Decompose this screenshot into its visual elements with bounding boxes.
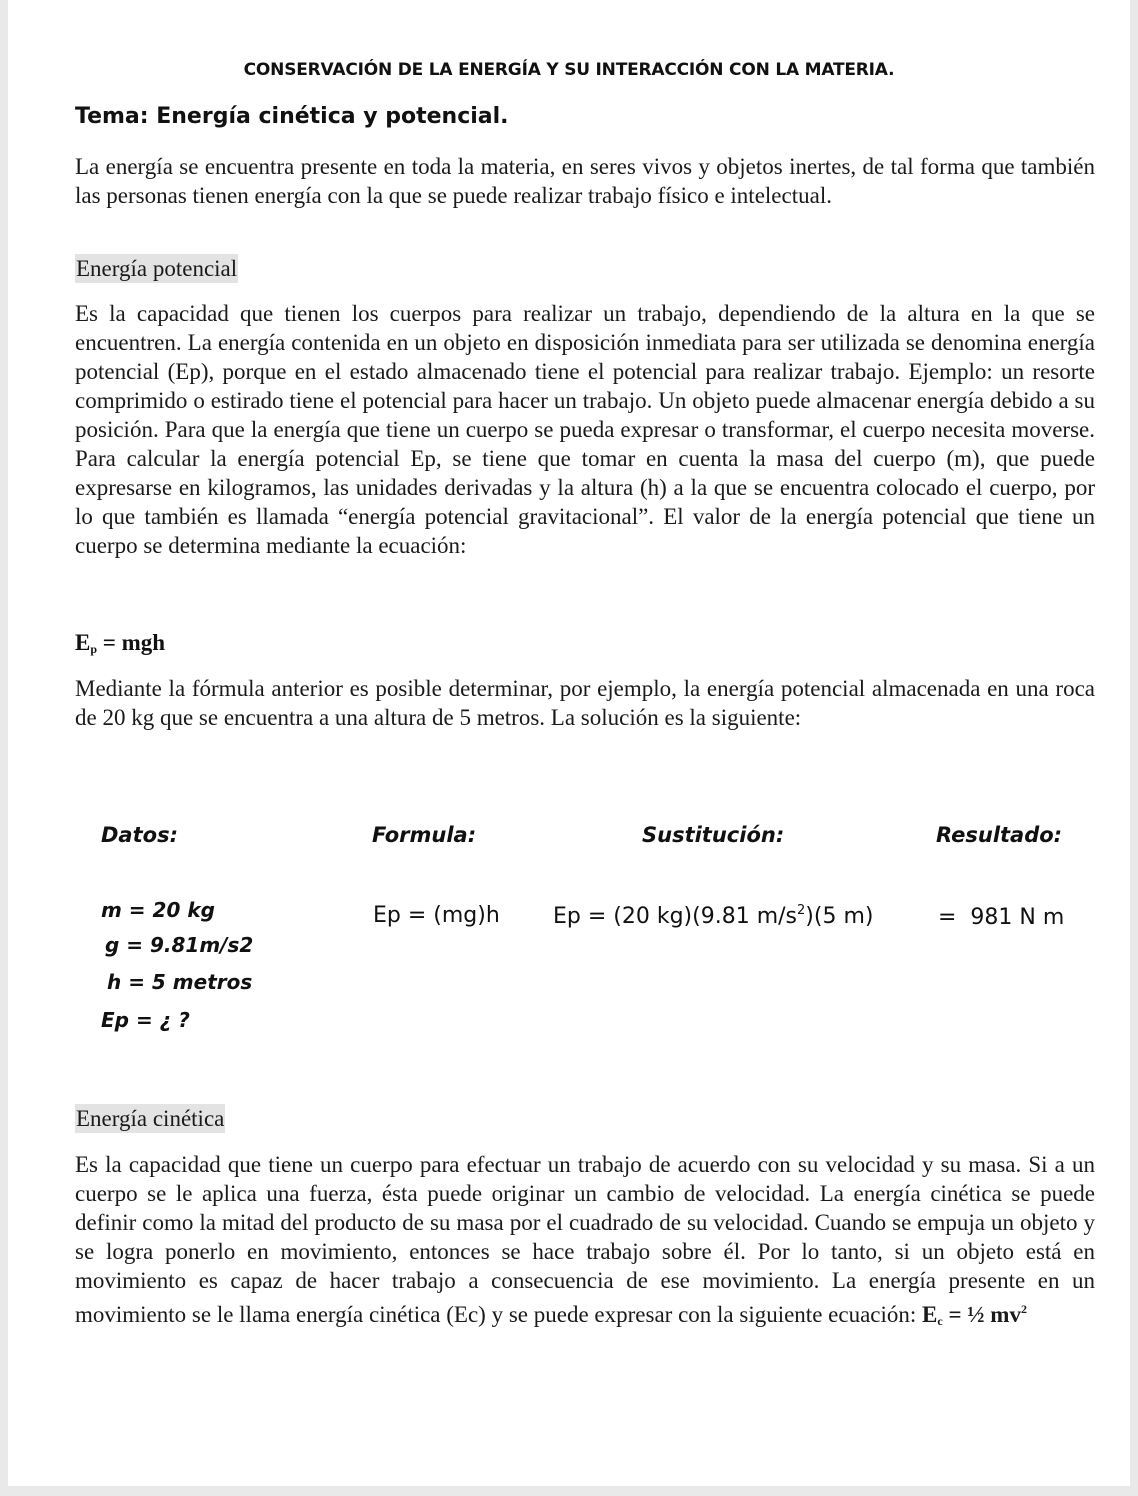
document-page	[8, 0, 1130, 1486]
eq-rhs: = mgh	[97, 630, 166, 655]
dato-item: m = 20 kg	[101, 898, 215, 922]
topic-heading: Tema: Energía cinética y potencial.	[75, 104, 509, 129]
formula-value: Ep = (mg)h	[373, 903, 500, 928]
formula-header: Formula:	[372, 823, 477, 847]
eq-symbol: E	[75, 630, 91, 655]
eq-exponent: 2	[1020, 1302, 1027, 1316]
document-title: CONSERVACIÓN DE LA ENERGÍA Y SU INTERACCIÓN CON LA MATERIA.	[243, 60, 895, 80]
eq-subscript: p	[90, 642, 98, 656]
potential-energy-equation	[75, 630, 165, 657]
dato-item: h = 5 metros	[107, 970, 253, 994]
substitution-exponent: 2	[797, 903, 806, 918]
intro-paragraph: La energía se encuentra presente en toda la materia, en seres vivos y objetos inertes, de tal forma que también las personas tienen energía con la que se puede realizar trabajo físico e intelectual.	[75, 154, 1095, 208]
dato-item: Ep = ¿ ?	[101, 1008, 190, 1032]
kinetic-energy-equation	[922, 1302, 1027, 1327]
example-paragraph: Mediante la fórmula anterior es posible determinar, por ejemplo, la energía potencial almacenada en una roca de 20 kg que se encuentra a una altura de 5 metros. La solución es la siguiente:	[75, 676, 1095, 730]
kinetic-energy-paragraph	[75, 1150, 1095, 1336]
dato-item: g = 9.81m/s2	[105, 933, 254, 957]
resultado-header: Resultado:	[936, 823, 1063, 847]
eq-subscript: c	[937, 1314, 943, 1328]
potential-energy-heading: Energía potencial	[76, 256, 238, 281]
kinetic-body-text: Es la capacidad que tiene un cuerpo para efectuar un trabajo de acuerdo con su velocidad y su masa. Si a un cuerpo se le aplica una fuerza, ésta puede originar un cambio de velocidad. La energía cinética se puede definir como la mitad del producto de su masa por el cuadrado de su velocidad. Cuando se empuja un objeto y se logra ponerlo en movimiento, entonces se hace trabajo sobre él. Por lo tanto, si un objeto está en movimiento es capaz de hacer trabajo a consecuencia de ese movimiento. La energía presente en un movimiento se le llama energía cinética (Ec) y se puede expresar con la siguiente ecuación:	[75, 1152, 1095, 1327]
eq-rhs: = ½ mv	[942, 1302, 1021, 1327]
potential-energy-paragraph: Es la capacidad que tienen los cuerpos para realizar un trabajo, dependiendo de la altura en la que se encuentren. La energía contenida en un objeto en disposición inmediata para ser utilizada se denomina energía potencial (Ep), porque en el estado almacenado tiene el potencial para realizar trabajo. Ejemplo: un resorte comprimido o estirado tiene el potencial para hacer un trabajo. Un objeto puede almacenar energía debido a su posición. Para que la energía que tiene un cuerpo se pueda expresar o transformar, el cuerpo necesita moverse. Para calcular la energía potencial Ep, se tiene que tomar en cuenta la masa del cuerpo (m), que puede expresarse en kilogramos, las unidades derivadas y la altura (h) a la que se encuentra colocado el cuerpo, por lo que también es llamada “energía potencial gravitacional”. El valor de la energía potencial que tiene un cuerpo se determina mediante la ecuación:	[75, 301, 1095, 558]
datos-header: Datos:	[101, 823, 178, 847]
sustitucion-header: Sustitución:	[642, 823, 785, 847]
eq-symbol: E	[922, 1302, 938, 1327]
substitution-part-a: Ep = (20 kg)(9.81 m/s	[553, 904, 798, 929]
substitution-part-b: )(5 m)	[805, 904, 874, 929]
result-value: = 981 N m	[938, 905, 1065, 930]
kinetic-energy-heading: Energía cinética	[76, 1106, 225, 1131]
substitution-value	[553, 903, 873, 929]
